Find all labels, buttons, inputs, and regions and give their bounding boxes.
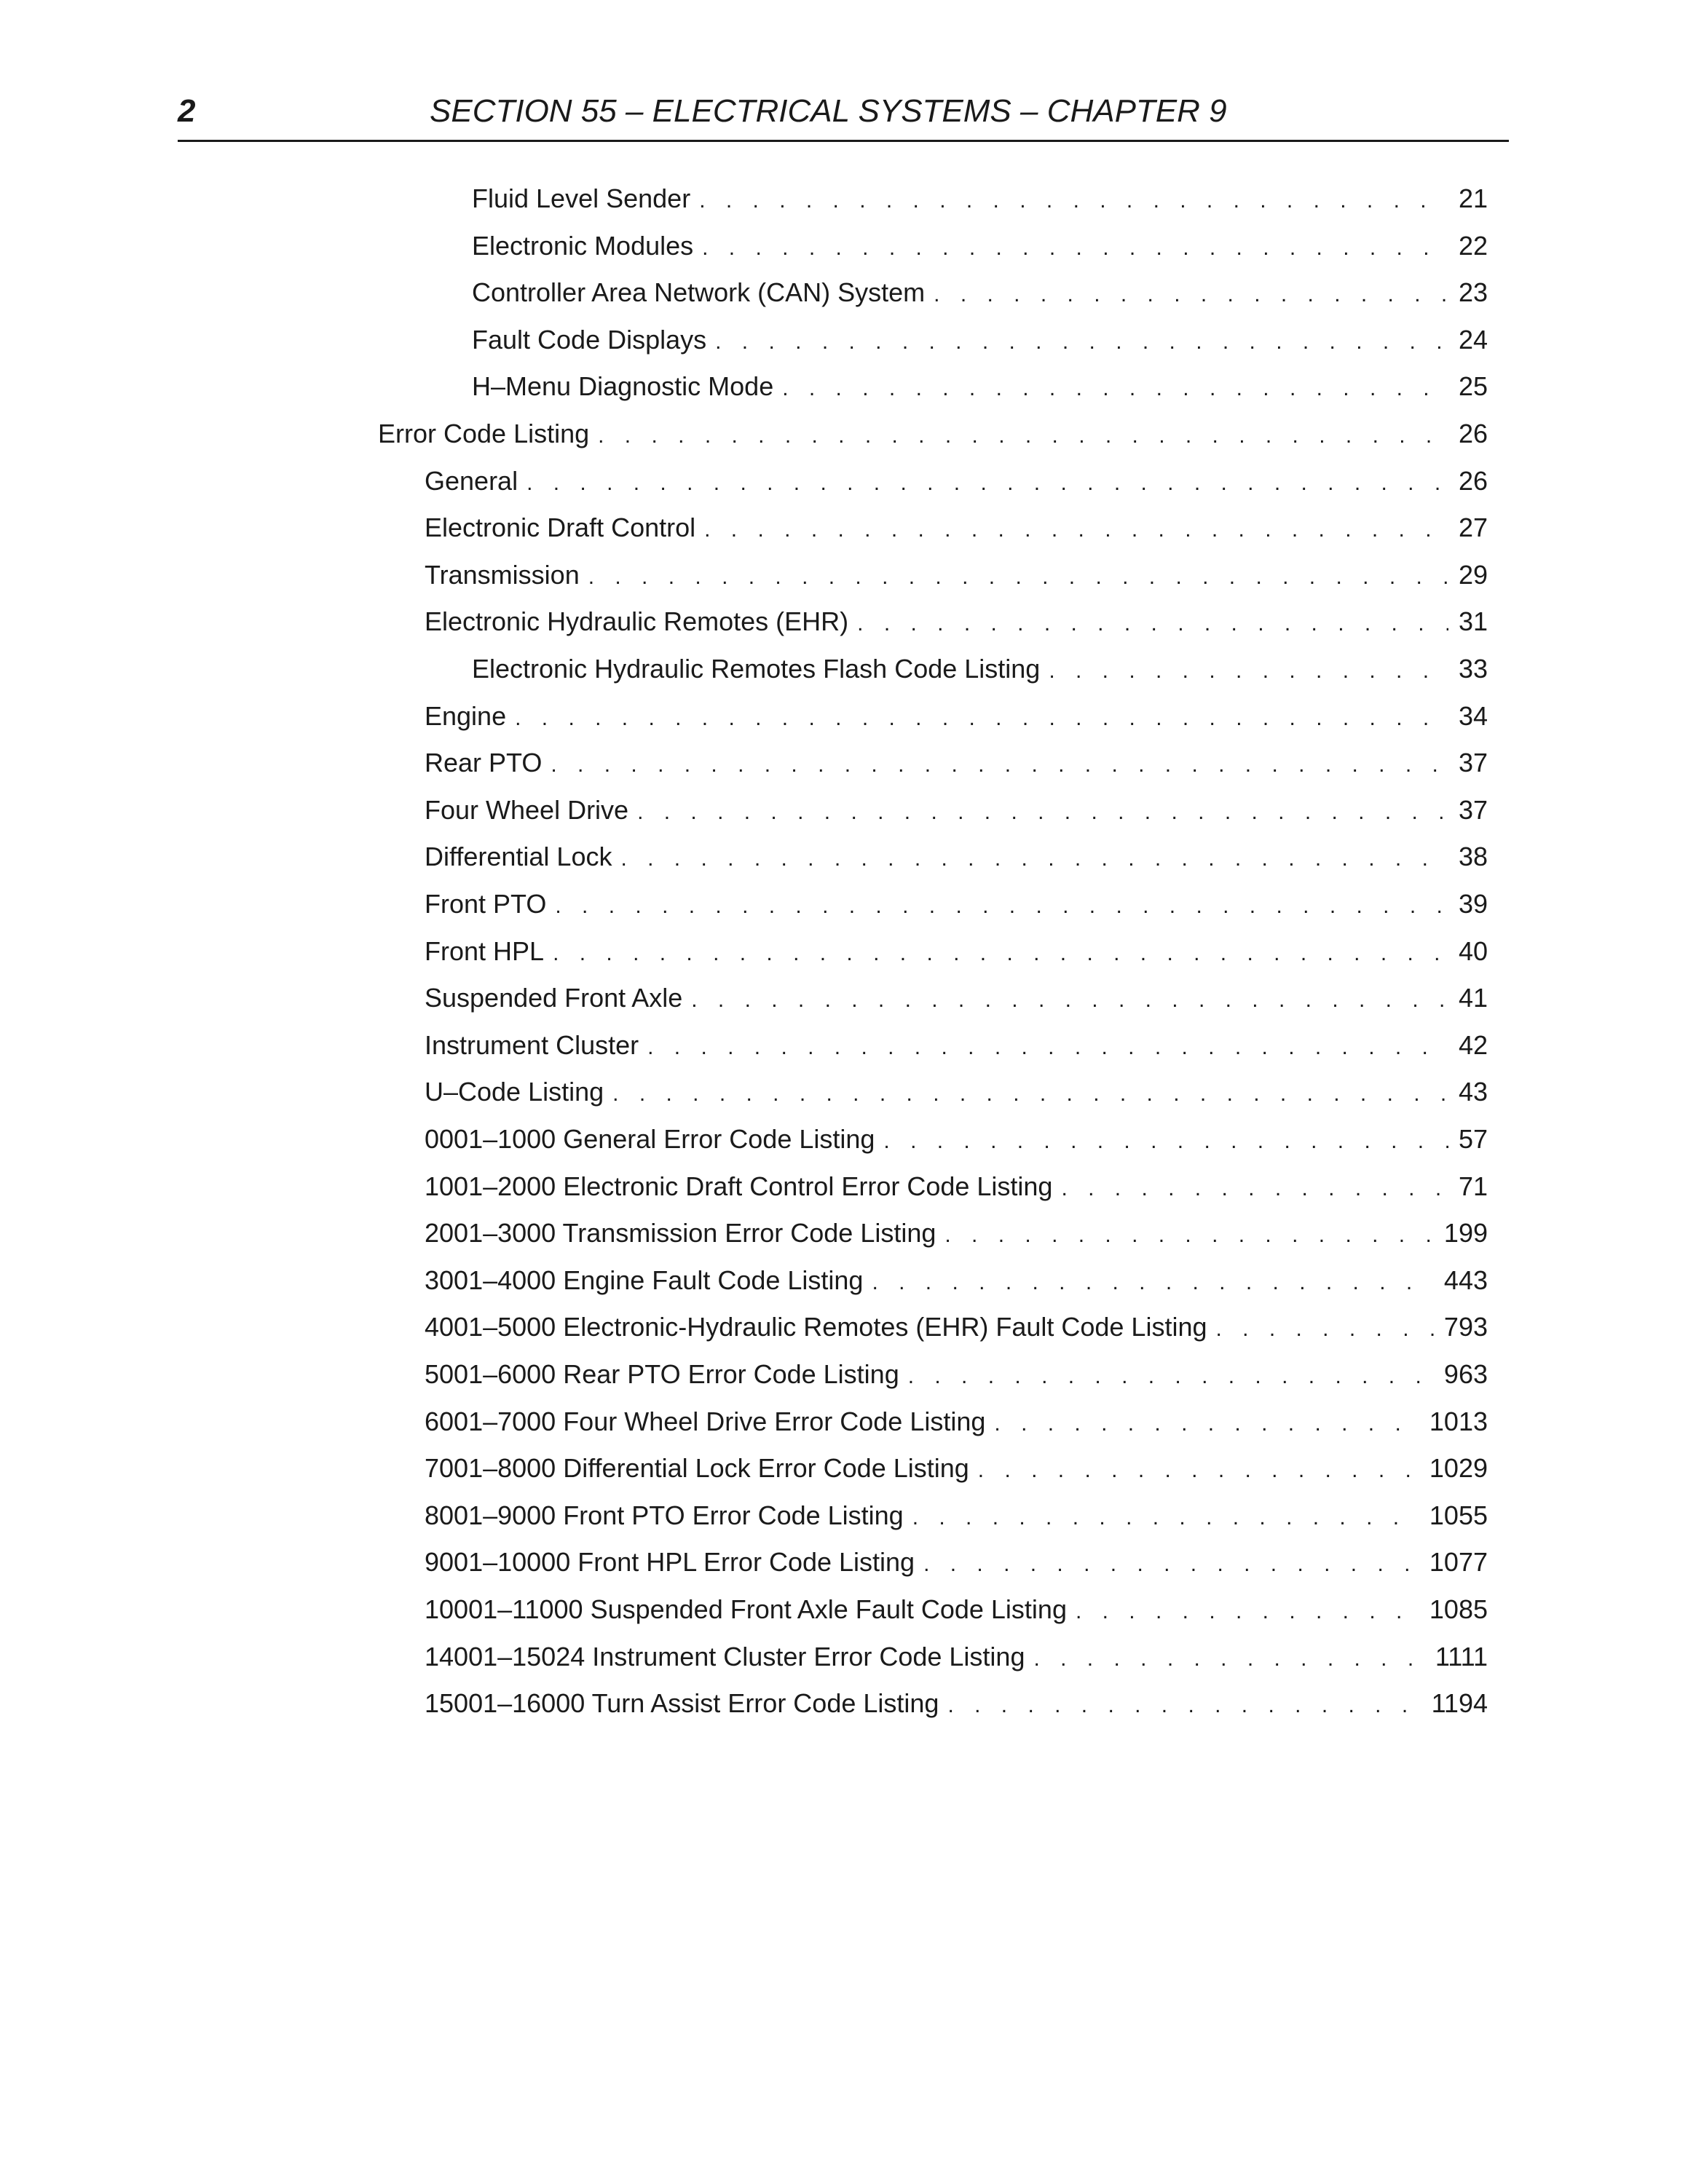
toc-dot-leader	[598, 418, 1448, 454]
toc-dot-leader	[637, 794, 1448, 831]
toc-entry-title: Fluid Level Sender	[472, 183, 691, 213]
toc-entry-title: 3001–4000 Engine Fault Code Listing	[425, 1265, 864, 1295]
toc-entry-title: Four Wheel Drive	[425, 794, 629, 825]
toc-entry[interactable]	[425, 839, 1488, 875]
toc-entry-page: 1085	[1429, 1594, 1488, 1624]
toc-dot-leader	[515, 700, 1448, 737]
toc-entry-page: 37	[1458, 794, 1488, 825]
toc-entry[interactable]	[425, 1497, 1488, 1534]
toc-entry-title: Differential Lock	[425, 842, 612, 872]
toc-entry-title: 2001–3000 Transmission Error Code Listing	[425, 1218, 936, 1249]
toc-entry-page: 71	[1458, 1171, 1488, 1201]
toc-entry-page: 26	[1458, 419, 1488, 448]
toc-entry-title: Electronic Draft Control	[425, 513, 696, 543]
toc-entry-title: Front HPL	[425, 935, 545, 966]
toc-entry-title: 14001–15024 Instrument Cluster Error Code Listing	[425, 1641, 1025, 1671]
toc-entry[interactable]	[378, 416, 1488, 452]
toc-dot-leader	[908, 1358, 1434, 1395]
toc-entry[interactable]	[425, 933, 1488, 970]
toc-dot-leader	[934, 277, 1448, 313]
toc-entry-title: Instrument Cluster	[425, 1029, 639, 1060]
toc-dot-leader	[1061, 1171, 1448, 1207]
toc-dot-leader	[702, 230, 1448, 266]
toc-entry-page: 199	[1443, 1218, 1488, 1249]
toc-entry[interactable]	[472, 368, 1488, 405]
toc-entry-title: 8001–9000 Front PTO Error Code Listing	[425, 1500, 904, 1530]
toc-entry-page: 40	[1458, 935, 1488, 966]
page-header	[178, 92, 1509, 142]
toc-dot-leader	[1049, 653, 1448, 689]
toc-entry[interactable]	[472, 322, 1488, 358]
toc-entry[interactable]	[425, 1450, 1488, 1487]
toc-dot-leader	[715, 324, 1448, 360]
toc-entry-title: Rear PTO	[425, 748, 543, 778]
toc-dot-leader	[872, 1265, 1433, 1301]
toc-entry-page: 42	[1458, 1029, 1488, 1060]
toc-dot-leader	[553, 935, 1448, 972]
toc-entry[interactable]	[425, 1356, 1488, 1393]
toc-entry-title: 15001–16000 Turn Assist Error Code Listing	[425, 1688, 939, 1719]
toc-dot-leader	[912, 1500, 1419, 1536]
toc-entry-page: 1111	[1435, 1641, 1488, 1671]
toc-entry-title: 9001–10000 Front HPL Error Code Listing	[425, 1547, 915, 1578]
toc-dot-leader	[647, 1029, 1448, 1066]
toc-entry-title: General	[425, 465, 518, 496]
toc-entry-page: 37	[1458, 748, 1488, 778]
toc-dot-leader	[1076, 1594, 1419, 1630]
toc-dot-leader	[555, 888, 1448, 925]
toc-entry-title: 1001–2000 Electronic Draft Control Error Code Listing	[425, 1171, 1053, 1201]
toc-dot-leader	[782, 371, 1448, 407]
toc-dot-leader	[994, 1406, 1419, 1442]
toc-entry-title: 7001–8000 Differential Lock Error Code Listing	[425, 1453, 969, 1484]
toc-entry[interactable]	[425, 1262, 1488, 1299]
toc-dot-leader	[947, 1688, 1421, 1724]
toc-entry-title: 10001–11000 Suspended Front Axle Fault Code Listing	[425, 1594, 1067, 1624]
section-title: SECTION 55 – ELECTRICAL SYSTEMS – CHAPTER 9	[430, 93, 1227, 129]
toc-entry[interactable]	[425, 1544, 1488, 1580]
toc-entry[interactable]	[425, 1309, 1488, 1345]
toc-entry[interactable]	[472, 228, 1488, 264]
toc-entry[interactable]	[425, 980, 1488, 1016]
toc-entry-page: 443	[1443, 1265, 1488, 1295]
toc-entry[interactable]	[425, 1591, 1488, 1628]
toc-entry-page: 963	[1443, 1359, 1488, 1389]
toc-entry-page: 27	[1458, 513, 1488, 543]
toc-entry-page: 793	[1443, 1312, 1488, 1342]
toc-entry-title: H–Menu Diagnostic Mode	[472, 371, 774, 402]
toc-entry[interactable]	[472, 274, 1488, 311]
toc-entry[interactable]	[425, 1121, 1488, 1158]
toc-entry-title: Controller Area Network (CAN) System	[472, 277, 926, 308]
toc-entry[interactable]	[425, 1168, 1488, 1205]
toc-entry-title: Error Code Listing	[378, 419, 590, 448]
toc-entry-page: 38	[1458, 842, 1488, 872]
toc-entry-title: U–Code Listing	[425, 1077, 604, 1107]
toc-dot-leader	[612, 1076, 1448, 1112]
toc-dot-leader	[620, 841, 1448, 877]
toc-dot-leader	[883, 1123, 1448, 1160]
toc-entry[interactable]	[425, 510, 1488, 546]
toc-entry-title: 0001–1000 General Error Code Listing	[425, 1124, 875, 1154]
toc-entry-title: Electronic Hydraulic Remotes Flash Code Listing	[472, 654, 1041, 684]
toc-entry-page: 1029	[1429, 1453, 1488, 1484]
toc-dot-leader	[704, 512, 1448, 548]
toc-entry-page: 1013	[1429, 1406, 1488, 1436]
toc-dot-leader	[978, 1452, 1419, 1489]
toc-entry-page: 41	[1458, 983, 1488, 1013]
toc-dot-leader	[923, 1546, 1419, 1583]
toc-entry-title: Engine	[425, 700, 507, 731]
toc-dot-leader	[1216, 1311, 1434, 1348]
toc-entry-page: 34	[1458, 700, 1488, 731]
toc-entry-page: 39	[1458, 889, 1488, 919]
toc-entry-title: Fault Code Displays	[472, 324, 707, 355]
toc-entry-title: 4001–5000 Electronic-Hydraulic Remotes (EHR) Fault Code Listing	[425, 1312, 1207, 1342]
toc-entry-title: Transmission	[425, 559, 580, 590]
toc-entry-title: Suspended Front Axle	[425, 983, 683, 1013]
page-number: 2	[178, 93, 196, 129]
toc-dot-leader	[526, 465, 1448, 502]
toc-entry-page: 24	[1458, 324, 1488, 355]
toc-dot-leader	[691, 982, 1448, 1018]
toc-entry-page: 22	[1458, 230, 1488, 261]
toc-entry-page: 43	[1458, 1077, 1488, 1107]
toc-dot-leader	[944, 1217, 1434, 1254]
toc-entry-title: 6001–7000 Four Wheel Drive Error Code Listing	[425, 1406, 986, 1436]
toc-entry-page: 23	[1458, 277, 1488, 308]
toc-entry[interactable]	[425, 463, 1488, 499]
toc-entry[interactable]	[425, 1404, 1488, 1440]
toc-entry-page: 25	[1458, 371, 1488, 402]
toc-entry-page: 57	[1458, 1124, 1488, 1154]
toc-dot-leader	[1033, 1641, 1424, 1677]
toc-entry-page: 1077	[1429, 1547, 1488, 1578]
toc-dot-leader	[551, 747, 1448, 783]
toc-entry-page: 21	[1458, 183, 1488, 213]
toc-entry[interactable]	[472, 651, 1488, 687]
toc-entry[interactable]	[425, 1074, 1488, 1110]
toc-entry-page: 31	[1458, 606, 1488, 637]
toc-entry-title: Electronic Hydraulic Remotes (EHR)	[425, 606, 849, 637]
toc-entry-page: 33	[1458, 654, 1488, 684]
toc-entry[interactable]	[425, 604, 1488, 640]
toc-entry-title: Front PTO	[425, 889, 547, 919]
toc-entry-page: 26	[1458, 465, 1488, 496]
toc-entry[interactable]	[425, 557, 1488, 593]
toc-entry[interactable]	[425, 1215, 1488, 1251]
toc-entry[interactable]	[425, 792, 1488, 828]
toc-entry-title: Electronic Modules	[472, 230, 694, 261]
toc-entry[interactable]	[472, 181, 1488, 217]
toc-entry-title: 5001–6000 Rear PTO Error Code Listing	[425, 1359, 899, 1389]
toc-entry-page: 1194	[1431, 1688, 1488, 1719]
toc-entry[interactable]	[425, 1027, 1488, 1064]
toc-entry[interactable]	[425, 1639, 1488, 1675]
toc-entry[interactable]	[425, 698, 1488, 735]
toc-dot-leader	[699, 183, 1448, 219]
toc-entry-page: 1055	[1429, 1500, 1488, 1530]
toc-dot-leader	[588, 559, 1448, 596]
toc-entry[interactable]	[425, 745, 1488, 781]
toc-dot-leader	[857, 606, 1448, 642]
toc-entry[interactable]	[425, 886, 1488, 922]
toc-entry[interactable]	[425, 1685, 1488, 1722]
toc-entry-page: 29	[1458, 559, 1488, 590]
